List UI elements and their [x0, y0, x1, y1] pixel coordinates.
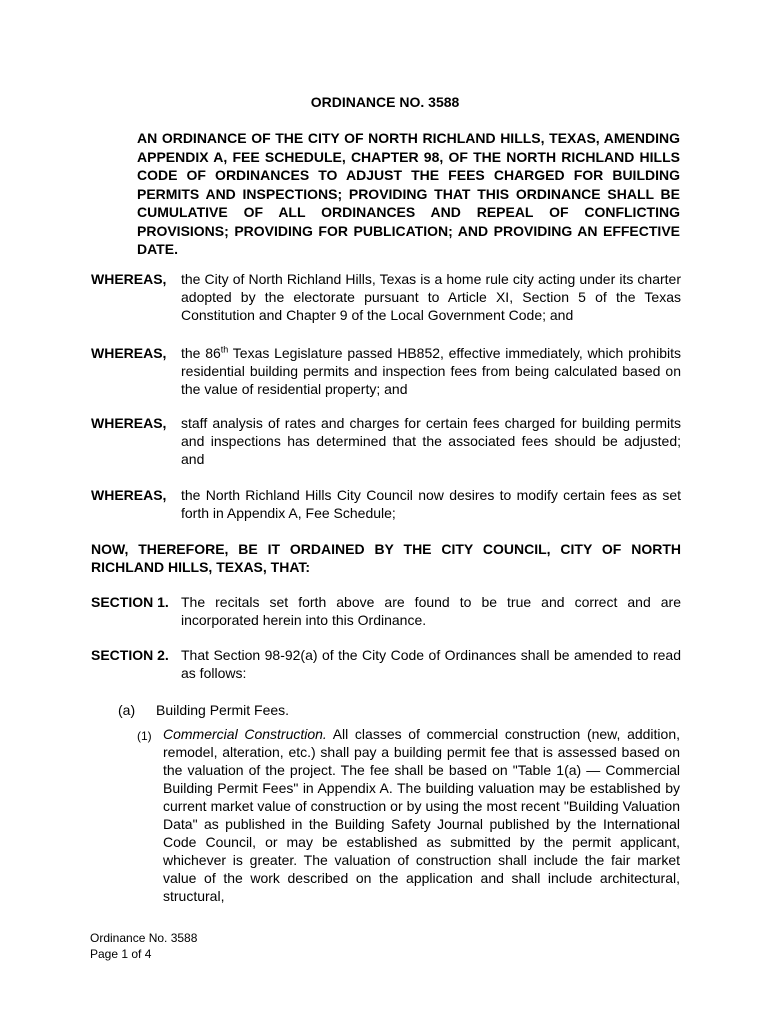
whereas-text-2	[181, 344, 681, 398]
item-italic-title: Commercial Construction.	[163, 726, 327, 742]
item-marker: (1)	[137, 729, 152, 743]
whereas-clause-2	[91, 344, 681, 397]
ordinance-caption: AN ORDINANCE OF THE CITY OF NORTH RICHLAND HILLS, TEXAS, AMENDING APPENDIX A, FEE SCHEDULE, CHAPTER 98, OF THE NORTH RICHLAND HILLS CODE OF ORDINANCES TO ADJUST THE FEES CHARGED FOR BUILDING PERMITS AND INSPECTIONS; PROVIDING THAT THIS ORDINANCE SHALL BE CUMULATIVE OF ALL ORDINANCES AND REPEAL OF CONFLICTING PROVISIONS; PROVIDING FOR PUBLICATION; AND PROVIDING AN EFFECTIVE DATE.	[137, 130, 680, 257]
whereas-label: WHEREAS,	[91, 271, 167, 287]
section-2-label: SECTION 2.	[91, 647, 169, 663]
section-2-text: That Section 98-92(a) of the City Code of Ordinances shall be amended to read as follows:	[181, 647, 681, 681]
whereas-label: WHEREAS,	[91, 487, 167, 503]
page-footer	[90, 930, 197, 962]
subsection-marker: (a)	[118, 702, 136, 718]
section-2	[91, 646, 681, 681]
whereas-text-1: the City of North Richland Hills, Texas is a home rule city acting under its charter adopted by the electorate pursuant to Article XI, Section 5 of the Texas Constitution and Chapter 9 of the Local Government Code; and	[181, 271, 681, 323]
item-body: All classes of commercial construction (new, addition, remodel, alteration, etc.) shall pay a building permit fee that is assessed based on the valuation of the project. The fee shall be based on "Table 1(a) — Commercial Building Permit Fees" in Appendix A. The building valuation may be established by current market value of construction or by using the most recent "Building Valuation Data" as published in the Building Safety Journal published by the International Code Council, or may be established as submitted by the permit applicant, whichever is greater. The valuation of construction shall include the fair market value of the work described on the application and shall include architectural, structural,	[163, 726, 680, 904]
section-1-text: The recitals set forth above are found to be true and correct and are incorporated herein into this Ordinance.	[181, 594, 681, 628]
section-1	[91, 593, 681, 628]
section-1-label: SECTION 1.	[91, 594, 169, 610]
whereas-text-3: staff analysis of rates and charges for certain fees charged for building permits and inspections has determined that the associated fees should be adjusted; and	[181, 415, 681, 467]
whereas-text-2-pre: the 86	[181, 345, 221, 361]
whereas-label: WHEREAS,	[91, 345, 167, 361]
subsection-title: Building Permit Fees.	[156, 702, 290, 718]
ordinance-title: ORDINANCE NO. 3588	[310, 94, 460, 110]
item-text	[163, 725, 680, 905]
enacting-clause: NOW, THEREFORE, BE IT ORDAINED BY THE CITY COUNCIL, CITY OF NORTH RICHLAND HILLS, TEXAS, THAT:	[91, 541, 681, 575]
whereas-text-2-post: Texas Legislature passed HB852, effective immediately, which prohibits residential building permits and inspection fees from being calculated based on the value of residential property; and	[181, 345, 681, 397]
footer-ordinance-number: Ordinance No. 3588	[90, 931, 198, 945]
ordinal-suffix: th	[220, 344, 229, 355]
whereas-clause-3	[91, 414, 681, 467]
whereas-clause-1	[91, 270, 681, 323]
whereas-text-4: the North Richland Hills City Council now desires to modify certain fees as set forth in Appendix A, Fee Schedule;	[181, 487, 681, 521]
whereas-label: WHEREAS,	[91, 415, 167, 431]
footer-page-number: Page 1 of 4	[90, 947, 152, 961]
whereas-clause-4	[91, 486, 681, 521]
